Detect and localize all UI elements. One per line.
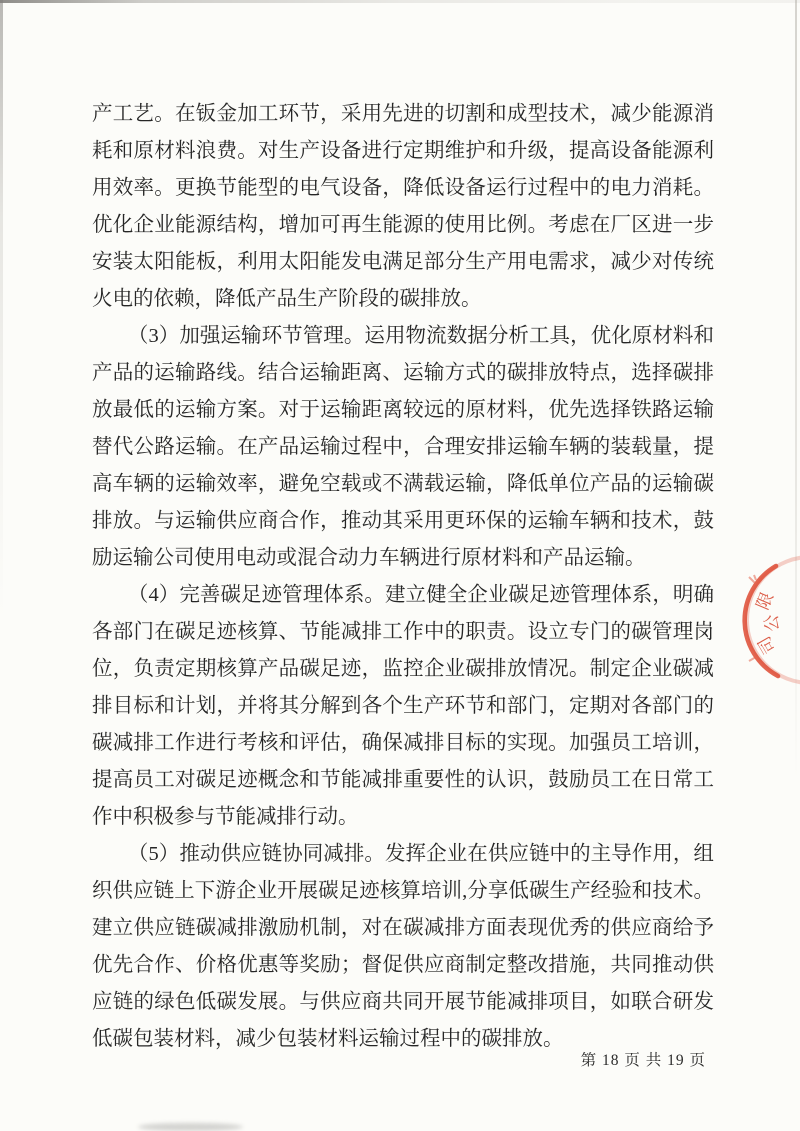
document-body [92,96,714,1058]
seal-ring-arc [745,566,778,676]
seal-partial-mark-bottom [749,657,756,661]
seal-char: 司 [754,632,780,658]
scan-edge-top [0,0,800,3]
seal-char: 限 [752,589,778,613]
scan-edge-left [0,0,3,620]
paragraph-continuation: 产工艺。在钣金加工环节，采用先进的切割和成型技术，减少能源消耗和原材料浪费。对生产设备进行定期维护和升级，提高设备能源利用效率。更换节能型的电气设备，降低设备运行过程中的电力消耗。优化企业能源结构，增加可再生能源的使用比例。考虑在厂区进一步安装太阳能板，利用太阳能发电满足部分生产用电需求，减少对传统火电的依赖，降低产品生产阶段的碳排放。 [92,103,714,310]
seal-ring-faint [747,557,800,683]
scan-smudge [138,1123,243,1131]
paragraph-item-3: （3）加强运输环节管理。运用物流数据分析工具，优化原材料和产品的运输路线。结合运输距离、运输方式的碳排放特点，选择碳排放最低的运输方案。对于运输距离较远的原材料，优先选择铁路运输替代公路运输。在产品运输过程中，合理安排运输车辆的装载量，提高车辆的运输效率，避免空载或不满载运输，降低单位产品的运输碳排放。与运输供应商合作，推动其采用更环保的运输车辆和技术，鼓励运输公司使用电动或混合动力车辆进行原材料和产品运输。 [92,325,714,569]
page-number: 第 18 页 共 19 页 [580,1052,706,1069]
paragraph-item-4: （4）完善碳足迹管理体系。建立健全企业碳足迹管理体系，明确各部门在碳足迹核算、节能减排工作中的职责。设立专门的碳管理岗位，负责定期核算产品碳足迹，监控企业碳排放情况。制定企业碳减排目标和计划，并将其分解到各个生产环节和部门，定期对各部门的碳减排工作进行考核和评估，确保减排目标的实现。加强员工培训，提高员工对碳足迹概念和节能减排重要性的认识，鼓励员工在日常工作中积极参与节能减排行动。 [92,584,714,828]
seal-char: 公 [761,613,783,633]
scan-fold-line [795,0,797,780]
seal-partial-mark-top [749,575,756,583]
company-seal [700,530,800,710]
paragraph-item-5: （5）推动供应链协同减排。发挥企业在供应链中的主导作用，组织供应链上下游企业开展碳足迹核算培训,分享低碳生产经验和技术。建立供应链碳减排激励机制，对在碳减排方面表现优秀的供应商给予优先合作、价格优惠等奖励；督促供应商制定整改措施，共同推动供应链的绿色低碳发展。与供应商共同开展节能减排项目，如联合研发低碳包装材料，减少包装材料运输过程中的碳排放。 [92,843,714,1050]
